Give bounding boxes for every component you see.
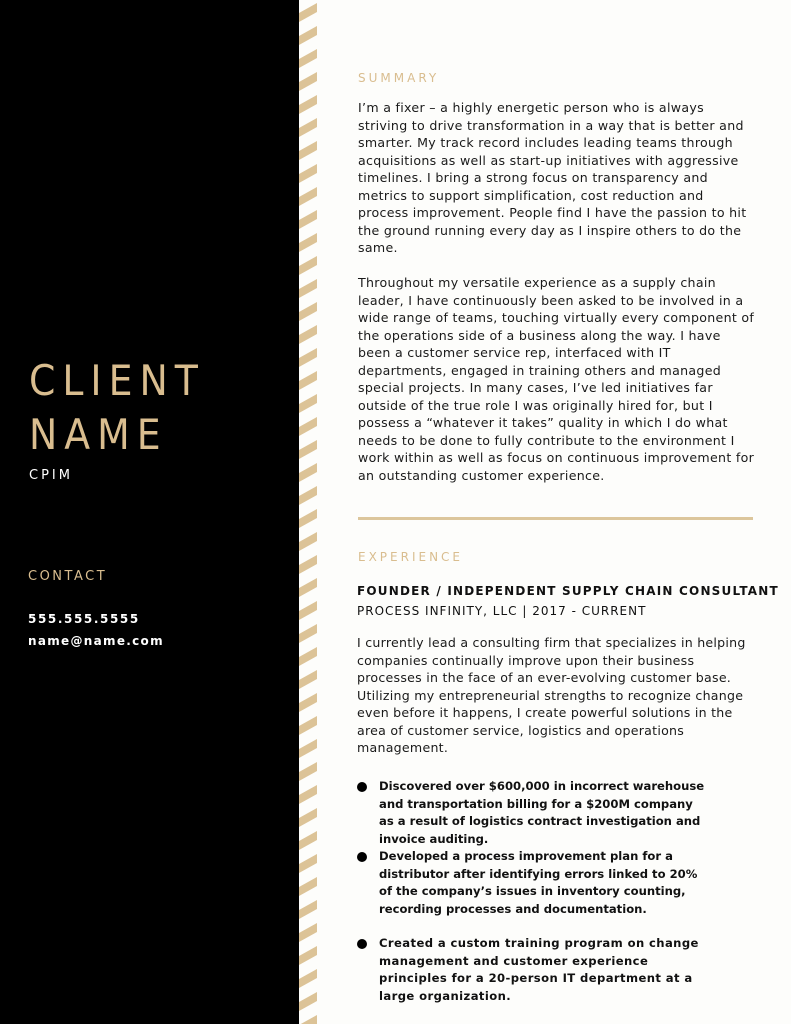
client-name <box>29 354 205 462</box>
client-name-line1: CLIENT <box>29 356 205 405</box>
contact-phone: 555.555.5555 <box>28 612 140 626</box>
stripe-segment <box>299 141 317 160</box>
stripe-segment <box>299 95 317 114</box>
contact-heading: CONTACT <box>28 569 108 584</box>
sidebar <box>0 0 299 1024</box>
bullet-text: Created a custom training program on change management and customer experience principles for a 20-person IT department at a large organization. <box>379 936 699 1003</box>
stripe-pattern <box>299 0 317 1024</box>
bullet-icon <box>357 782 367 792</box>
stripe-segment <box>299 785 317 804</box>
bullet-icon <box>357 939 367 949</box>
stripe-segment <box>299 578 317 597</box>
stripe-segment <box>299 72 317 91</box>
stripe-segment <box>299 302 317 321</box>
summary-heading: SUMMARY <box>358 71 440 85</box>
stripe-segment <box>299 3 317 22</box>
stripe-segment <box>299 440 317 459</box>
stripe-segment <box>299 624 317 643</box>
section-divider <box>358 517 753 520</box>
stripe-segment <box>299 762 317 781</box>
stripe-segment <box>299 923 317 942</box>
stripe-segment <box>299 371 317 390</box>
stripe-segment <box>299 854 317 873</box>
job-description: I currently lead a consulting firm that specializes in helping companies continually improve upon their business processes in the face of an ever-evolving customer base. Utilizing my entrepreneurial strengths to recognize change even before it happens, I create powerful solutions in the area of customer service, logistics and operations management. <box>357 635 746 755</box>
summary-paragraph-1: I’m a fixer – a highly energetic person who is always striving to drive transformation in a way that is better and smarter. My track record includes leading teams through acquisitions as well as start-up initiatives with aggressive timelines. I bring a strong focus on transparency and metrics to support simplification, cost reduction and process improvement. People find I have the passion to hit the ground running every day as I inspire others to do the same. <box>358 100 747 255</box>
stripe-segment <box>299 877 317 896</box>
stripe-segment <box>299 1015 317 1024</box>
stripe-segment <box>299 946 317 965</box>
stripe-segment <box>299 486 317 505</box>
stripe-segment <box>299 210 317 229</box>
bullet-icon <box>357 852 367 862</box>
credential: CPIM <box>29 468 73 483</box>
stripe-segment <box>299 555 317 574</box>
stripe-segment <box>299 463 317 482</box>
stripe-segment <box>299 26 317 45</box>
stripe-segment <box>299 601 317 620</box>
stripe-segment <box>299 647 317 666</box>
stripe-segment <box>299 325 317 344</box>
stripe-segment <box>299 693 317 712</box>
stripe-segment <box>299 49 317 68</box>
stripe-segment <box>299 417 317 436</box>
experience-heading: EXPERIENCE <box>358 550 464 564</box>
job-title: FOUNDER / INDEPENDENT SUPPLY CHAIN CONSULTANT <box>357 584 779 598</box>
bullet-text: Developed a process improvement plan for a distributor after identifying errors linked to 20% of the company’s issues in inventory counting, recording processes and documentation. <box>379 849 698 916</box>
summary-paragraph-2: Throughout my versatile experience as a supply chain leader, I have continuously been asked to be involved in a wide range of teams, touching virtually every component of the operations side of a business along the way. I have been a customer service rep, interfaced with IT departments, engaged in training others and managed special projects. In many cases, I’ve led initiatives far outside of the true role I was originally hired for, but I possess a “whatever it takes” quality in which I do what needs to be done to fully contribute to the environment I work within as well as focus on continuous improvement for an outstanding customer experience. <box>358 275 755 483</box>
stripe-segment <box>299 509 317 528</box>
stripe-segment <box>299 808 317 827</box>
stripe-segment <box>299 187 317 206</box>
stripe-segment <box>299 233 317 252</box>
bullet-text: Discovered over $600,000 in incorrect warehouse and transportation billing for a $200M company as a result of logistics contract investigation and invoice auditing. <box>379 779 705 846</box>
stripe-segment <box>299 831 317 850</box>
stripe-segment <box>299 992 317 1011</box>
main-content <box>317 0 791 1024</box>
stripe-segment <box>299 394 317 413</box>
stripe-segment <box>299 118 317 137</box>
stripe-segment <box>299 164 317 183</box>
stripe-segment <box>299 348 317 367</box>
stripe-segment <box>299 256 317 275</box>
stripe-segment <box>299 969 317 988</box>
decorative-stripe-border <box>299 0 317 1024</box>
stripe-segment <box>299 716 317 735</box>
client-name-line2: NAME <box>29 410 168 459</box>
stripe-segment <box>299 900 317 919</box>
contact-email: name@name.com <box>28 634 164 648</box>
stripe-segment <box>299 739 317 758</box>
stripe-segment <box>299 670 317 689</box>
stripe-segment <box>299 532 317 551</box>
job-company-dates: PROCESS INFINITY, LLC | 2017 - CURRENT <box>357 604 647 618</box>
stripe-segment <box>299 279 317 298</box>
